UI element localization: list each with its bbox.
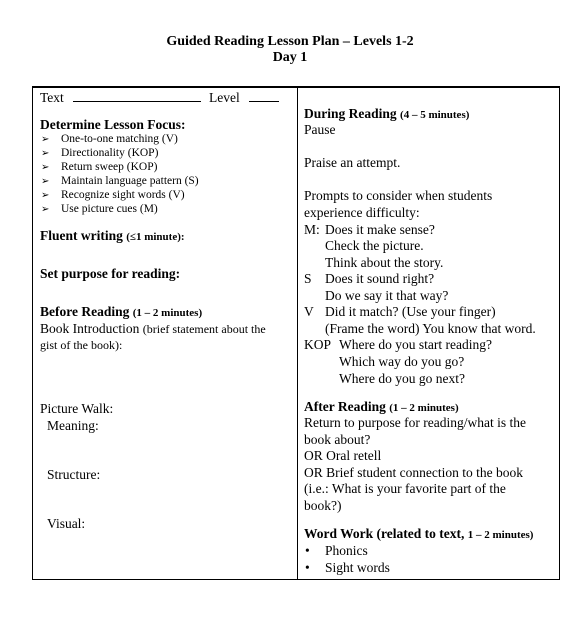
book-intro-label: Book Introduction bbox=[40, 321, 140, 336]
word-work-item: Phonics bbox=[325, 543, 368, 558]
before-time: (1 – 2 minutes) bbox=[132, 307, 203, 319]
checkmark-icon: ➢ bbox=[41, 134, 50, 145]
focus-item: Directionality (KOP) bbox=[61, 147, 159, 159]
level-field-row bbox=[209, 90, 279, 106]
text-field-row bbox=[40, 90, 201, 106]
after-line: book?) bbox=[304, 498, 342, 513]
kop-prompt: Where do you go next? bbox=[339, 371, 465, 386]
fluent-writing-row bbox=[40, 228, 185, 245]
column-divider bbox=[297, 88, 298, 579]
page-subtitle-day: Day 1 bbox=[272, 50, 308, 65]
book-intro-row bbox=[40, 321, 266, 337]
kop-prompt: Where do you start reading? bbox=[339, 337, 492, 352]
text-label: Text bbox=[40, 90, 64, 105]
after-heading: After Reading bbox=[304, 399, 386, 414]
focus-item: Recognize sight words (V) bbox=[61, 189, 185, 201]
lesson-plan-table bbox=[32, 86, 560, 580]
after-time: (1 – 2 minutes) bbox=[389, 402, 459, 414]
level-label: Level bbox=[209, 90, 240, 105]
before-heading: Before Reading bbox=[40, 304, 130, 319]
text-blank[interactable] bbox=[73, 90, 201, 102]
book-intro-note: (brief statement about the bbox=[142, 322, 266, 336]
meaning-label: Meaning: bbox=[47, 418, 99, 433]
during-time: (4 – 5 minutes) bbox=[400, 109, 470, 121]
word-work-row bbox=[304, 526, 533, 543]
checkmark-icon: ➢ bbox=[41, 176, 50, 187]
focus-item: Return sweep (KOP) bbox=[61, 161, 158, 173]
visual-code: V bbox=[304, 304, 314, 319]
visual-label: Visual: bbox=[47, 516, 86, 531]
focus-item: Maintain language pattern (S) bbox=[61, 175, 199, 187]
fluent-heading: Fluent writing bbox=[40, 228, 123, 243]
meaning-prompt: Check the picture. bbox=[325, 238, 424, 253]
word-work-heading: Word Work (related to text, bbox=[304, 526, 465, 541]
page-title: Guided Reading Lesson Plan – Levels 1-2 bbox=[166, 34, 414, 49]
prompts-text-cont: experience difficulty: bbox=[304, 205, 420, 220]
level-blank[interactable] bbox=[249, 90, 279, 102]
bullet-icon: • bbox=[305, 560, 310, 575]
during-reading-row bbox=[304, 106, 469, 123]
structure-prompt: Do we say it that way? bbox=[325, 288, 449, 303]
after-line: Return to purpose for reading/what is the bbox=[304, 415, 526, 430]
checkmark-icon: ➢ bbox=[41, 162, 50, 173]
after-line: (i.e.: What is your favorite part of the bbox=[304, 481, 506, 496]
meaning-code: M: bbox=[304, 222, 320, 237]
checkmark-icon: ➢ bbox=[41, 204, 50, 215]
visual-prompt: (Frame the word) You know that word. bbox=[325, 321, 536, 336]
picture-walk-label: Picture Walk: bbox=[40, 401, 114, 416]
kop-code: KOP bbox=[304, 337, 332, 352]
checkmark-icon: ➢ bbox=[41, 148, 50, 159]
checkmark-icon: ➢ bbox=[41, 190, 50, 201]
after-line: OR Oral retell bbox=[304, 448, 382, 463]
before-reading-row bbox=[40, 304, 202, 321]
meaning-prompt: Does it make sense? bbox=[325, 222, 435, 237]
kop-prompt: Which way do you go? bbox=[339, 354, 465, 369]
praise-text: Praise an attempt. bbox=[304, 155, 401, 170]
fluent-note: (≤1 minute): bbox=[126, 231, 185, 243]
structure-prompt: Does it sound right? bbox=[325, 271, 435, 286]
structure-code: S bbox=[304, 271, 312, 286]
purpose-heading: Set purpose for reading: bbox=[40, 266, 181, 281]
after-reading-row bbox=[304, 399, 459, 416]
focus-heading: Determine Lesson Focus: bbox=[40, 117, 186, 132]
after-line: book about? bbox=[304, 432, 371, 447]
pause-text: Pause bbox=[304, 122, 336, 137]
focus-item: Use picture cues (M) bbox=[61, 203, 158, 215]
visual-prompt: Did it match? (Use your finger) bbox=[325, 304, 496, 319]
bullet-icon: • bbox=[305, 543, 310, 558]
structure-label: Structure: bbox=[47, 467, 101, 482]
book-intro-note-cont: gist of the book): bbox=[40, 338, 123, 352]
focus-item: One-to-one matching (V) bbox=[61, 133, 178, 145]
word-work-time: 1 – 2 minutes) bbox=[467, 529, 534, 541]
prompts-text: Prompts to consider when students bbox=[304, 188, 493, 203]
during-heading: During Reading bbox=[304, 106, 397, 121]
meaning-prompt: Think about the story. bbox=[325, 255, 444, 270]
word-work-item: Sight words bbox=[325, 560, 390, 575]
after-line: OR Brief student connection to the book bbox=[304, 465, 523, 480]
